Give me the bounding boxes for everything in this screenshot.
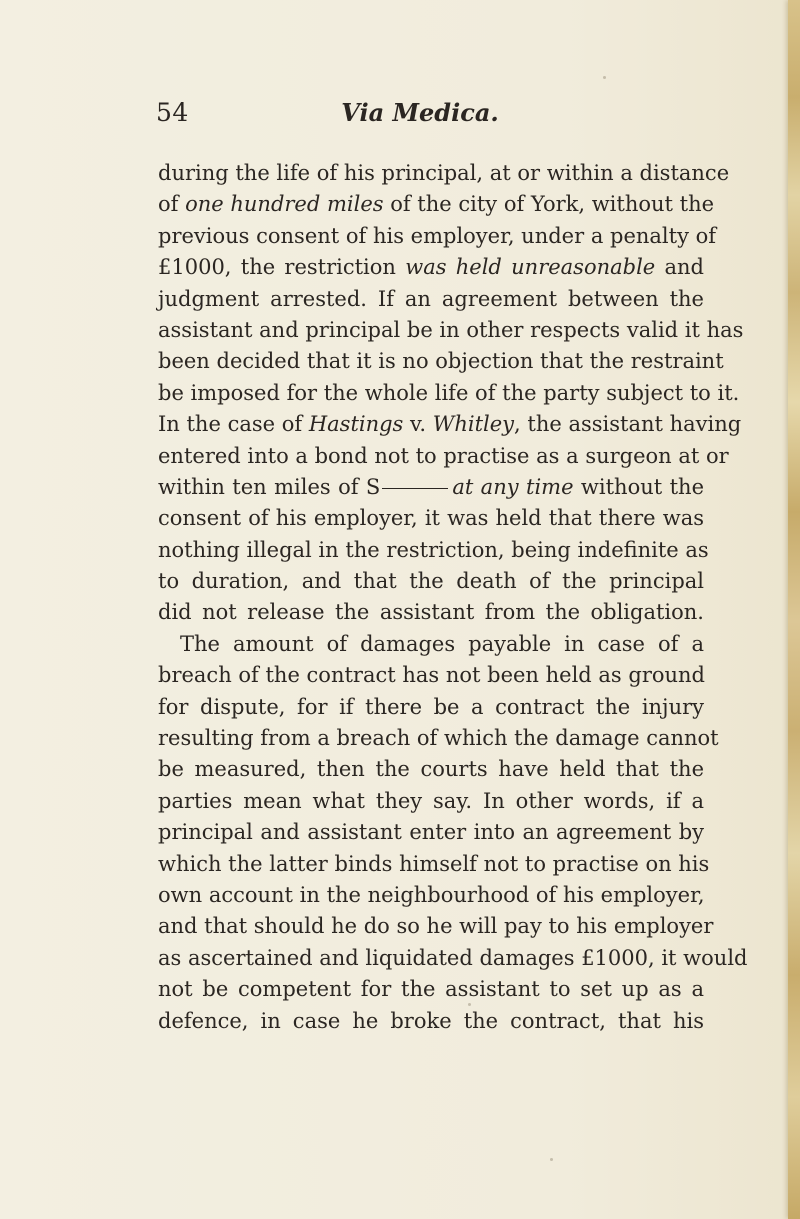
paper-speck	[603, 76, 606, 79]
text-line	[158, 346, 724, 377]
text-line	[158, 409, 742, 440]
text-run: of	[158, 192, 186, 217]
text-run: and	[655, 255, 704, 280]
text-run: The amount of damages payable in case of a	[180, 631, 704, 656]
text-run: be measured, then the courts have held that the	[158, 757, 704, 782]
text-line	[158, 378, 740, 409]
text-run: be imposed for the whole life of the party subject to it.	[158, 380, 740, 405]
text-line	[158, 597, 704, 628]
italic-run: was held unreasonable	[405, 255, 656, 280]
text-run: defence, in case he broke the contract, that his	[158, 1008, 704, 1033]
text-line	[158, 189, 715, 220]
em-dash-rule	[382, 488, 448, 489]
page-number: 54	[156, 98, 189, 127]
text-run: principal and assistant enter into an agreement by	[158, 820, 704, 845]
text-line	[158, 692, 704, 723]
text-run: not be competent for the assistant to set up as a	[158, 977, 704, 1002]
text-line	[158, 754, 704, 785]
text-run: and that should he do so he will pay to his employer	[158, 914, 714, 939]
text-run: parties mean what they say. In other words, if a	[158, 788, 704, 813]
text-run: nothing illegal in the restriction, being indefinite as	[158, 537, 709, 562]
text-line	[158, 535, 709, 566]
text-run: assistant and principal be in other respects valid it has	[158, 317, 744, 342]
text-line	[158, 221, 717, 252]
text-run: of the city of York, without the	[383, 192, 715, 217]
text-line	[158, 1006, 704, 1037]
text-line	[158, 849, 710, 880]
running-title: Via Medica.	[341, 98, 499, 127]
text-run: breach of the contract has not been held as ground	[158, 663, 706, 688]
text-run: for dispute, for if there be a contract the injury	[158, 694, 704, 719]
text-run: during the life of his principal, at or within a distance	[158, 161, 730, 185]
text-run: consent of his employer, it was held that there was	[158, 506, 704, 531]
text-line	[158, 880, 704, 911]
text-line	[158, 566, 704, 597]
text-run: , the assistant having	[514, 412, 742, 437]
text-run: previous consent of his employer, under a penalty of	[158, 223, 717, 248]
page-edge	[788, 0, 800, 1219]
text-line	[158, 472, 704, 503]
text-run: without the	[573, 474, 705, 499]
text-line	[158, 252, 704, 283]
text-run: resulting from a breach of which the damage cannot	[158, 726, 719, 751]
text-line	[158, 315, 744, 346]
text-run: In the case of	[158, 412, 309, 437]
text-run: been decided that it is no objection that the restraint	[158, 349, 724, 374]
text-run: own account in the neighbourhood of his employer,	[158, 882, 705, 907]
text-run: entered into a bond not to practise as a surgeon at or	[158, 443, 729, 468]
text-run: which the latter binds himself not to practise on his	[158, 851, 710, 876]
text-run: judgment arrested. If an agreement between the	[158, 286, 704, 311]
text-run: did not release the assistant from the obligation.	[158, 600, 704, 625]
italic-run: Hastings	[308, 412, 404, 437]
text-line	[158, 723, 719, 754]
text-line	[158, 158, 730, 189]
text-run: as ascertained and liquidated damages £1000, it would	[158, 945, 748, 970]
italic-run: one hundred miles	[185, 192, 384, 217]
text-line	[158, 943, 748, 974]
text-line	[158, 911, 714, 942]
text-run: within ten miles of S	[158, 474, 381, 499]
text-line	[158, 817, 704, 848]
text-run: to duration, and that the death of the principal	[158, 569, 704, 594]
text-line	[158, 284, 704, 315]
italic-run: Whitley	[432, 412, 515, 437]
body-text	[158, 158, 748, 1037]
page-header	[156, 93, 716, 133]
text-line	[158, 974, 704, 1005]
italic-run: at any time	[452, 474, 574, 499]
text-run: £1000, the restriction	[158, 255, 406, 280]
paper-speck	[550, 1158, 553, 1161]
text-line	[158, 660, 704, 691]
text-line	[158, 441, 729, 472]
text-line	[158, 629, 704, 660]
text-line	[158, 786, 704, 817]
text-line	[158, 503, 704, 534]
paper-speck	[468, 1003, 471, 1006]
text-run: v.	[403, 412, 433, 437]
